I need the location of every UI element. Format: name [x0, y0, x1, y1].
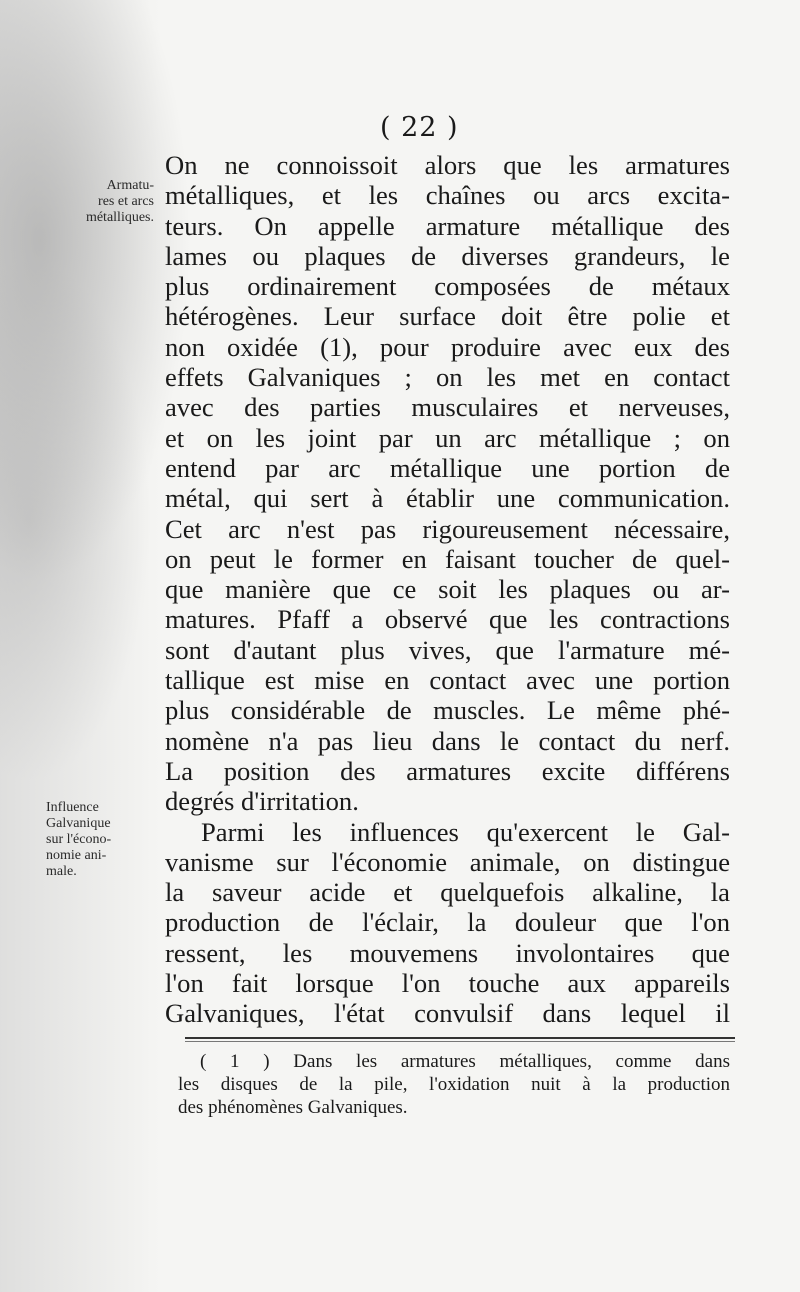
body-text [165, 150, 730, 1029]
body-line: On ne connoissoit alors que les armatures [165, 150, 730, 180]
body-line: Galvaniques, l'état convulsif dans lequel il [165, 998, 730, 1029]
margin-note-armatures [58, 178, 154, 226]
body-line: La position des armatures excite différens [165, 755, 730, 786]
body-line: tallique est mise en contact avec une portion [165, 665, 730, 696]
body-line: Cet arc n'est pas rigoureusement nécessaire, [165, 513, 730, 544]
body-line: teurs. On appelle armature métallique des [165, 210, 730, 241]
body-line: lames ou plaques de diverses grandeurs, le [165, 240, 730, 271]
margin-note-line: male. [46, 864, 77, 879]
body-line: nomène n'a pas lieu dans le contact du nerf. [165, 725, 730, 756]
margin-note-line: Armatu- [106, 178, 154, 193]
footnote [178, 1050, 730, 1119]
body-line: métal, qui sert à établir une communication. [165, 483, 730, 514]
body-line: plus considérable de muscles. Le même phé- [165, 695, 730, 726]
footnote-line: les disques de la pile, l'oxidation nuit à la production [178, 1074, 730, 1095]
body-line: l'on fait lorsque l'on touche aux appareils [165, 968, 730, 999]
body-line: avec des parties musculaires et nerveuses, [165, 392, 730, 423]
body-line: la saveur acide et quelquefois alkaline, la [165, 877, 730, 908]
body-line: métalliques, et les chaînes ou arcs excita- [165, 180, 730, 211]
footnote-line: ( 1 ) Dans les armatures métalliques, comme dans [200, 1051, 730, 1072]
body-line: et on les joint par un arc métallique ; on [165, 422, 730, 453]
body-line: plus ordinairement composées de métaux [165, 271, 730, 302]
margin-note-line: sur l'écono- [46, 832, 112, 847]
body-line: on peut le former en faisant toucher de quel- [165, 543, 730, 574]
body-line: production de l'éclair, la douleur que l'on [165, 907, 730, 938]
body-line: degrés d'irritation. [165, 786, 359, 817]
body-line: sont d'autant plus vives, que l'armature mé- [165, 634, 730, 665]
footnote-line: des phénomènes Galvaniques. [178, 1097, 408, 1118]
page-number: ( 22 ) [380, 112, 459, 143]
margin-note-line: res et arcs [98, 194, 154, 209]
body-line: vanisme sur l'économie animale, on distingue [165, 846, 730, 877]
body-line: matures. Pfaff a observé que les contractions [165, 604, 730, 635]
footnote-divider-thin [185, 1041, 735, 1042]
body-line: non oxidée (1), pour produire avec eux des [165, 331, 730, 362]
body-line: que manière que ce soit les plaques ou ar- [165, 574, 730, 605]
body-line: ressent, les mouvemens involontaires que [165, 937, 730, 968]
body-line: effets Galvaniques ; on les met en contact [165, 362, 730, 393]
margin-note-line: Influence [46, 800, 99, 815]
margin-note-influence [46, 800, 154, 880]
body-line: Parmi les influences qu'exercent le Gal- [201, 816, 730, 847]
footnote-divider [185, 1037, 735, 1039]
margin-note-line: Galvanique [46, 816, 111, 831]
margin-note-line: nomie ani- [46, 848, 107, 863]
body-line: hétérogènes. Leur surface doit être polie et [165, 301, 730, 332]
margin-note-line: métalliques. [85, 210, 154, 225]
body-line: entend par arc métallique une portion de [165, 452, 730, 483]
